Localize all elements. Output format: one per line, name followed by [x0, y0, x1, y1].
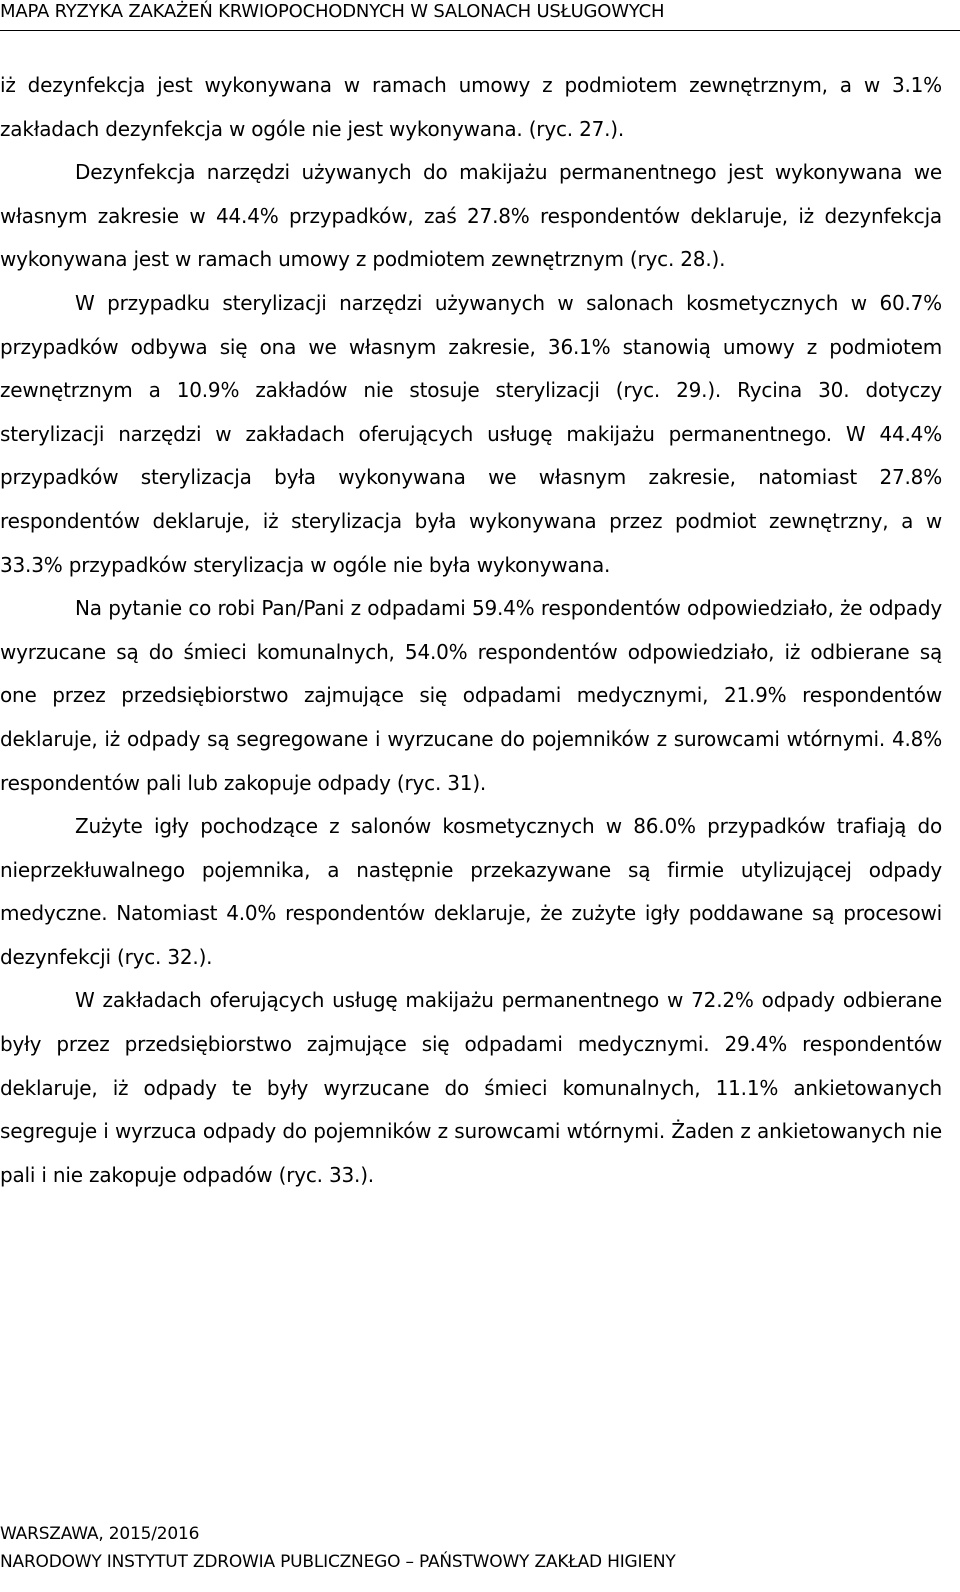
- header-rule: [0, 30, 960, 31]
- document-body: [0, 64, 942, 1197]
- paragraph-disinfection-contract-continued: iż dezynfekcja jest wykonywana w ramach umowy z podmiotem zewnętrznym, a w 3.1% zakładach dezynfekcja w ogóle nie jest wykonywana. (ryc. 27.).: [0, 73, 942, 141]
- running-header: MAPA RYZYKA ZAKAŻEŃ KRWIOPOCHODNYCH W SALONACH USŁUGOWYCH: [0, 1, 665, 22]
- running-footer: [0, 1520, 960, 1576]
- paragraph-used-needles: Zużyte igły pochodzące z salonów kosmetycznych w 86.0% przypadków trafiają do nieprzekłuwalnego pojemnika, a następnie przekazywane są firmie utylizującej odpady medyczne. Natomiast 4.0% respondentów deklaruje, że zużyte igły poddawane są procesowi dezynfekcji (ryc. 32.).: [0, 814, 942, 969]
- paragraph-sterilization: W przypadku sterylizacji narzędzi używanych w salonach kosmetycznych w 60.7% przypadków odbywa się ona we własnym zakresie, 36.1% stanowią umowy z podmiotem zewnętrznym a 10.9% zakładów nie stosuje sterylizacji (ryc. 29.). Rycina 30. dotyczy sterylizacji narzędzi w zakładach oferujących usługę makijażu permanentnego. W 44.4% przypadków sterylizacja była wykonywana we własnym zakresie, natomiast 27.8% respondentów deklaruje, iż sterylizacja była wykonywana przez podmiot zewnętrzny, a w 33.3% przypadków sterylizacja w ogóle nie była wykonywana.: [0, 290, 942, 577]
- paragraph-disinfection-permanent-makeup: Dezynfekcja narzędzi używanych do makijażu permanentnego jest wykonywana we własnym zakresie w 44.4% przypadków, zaś 27.8% respondentów deklaruje, iż dezynfekcja wykonywana jest w ramach umowy z podmiotem zewnętrznym (ryc. 28.).: [0, 160, 942, 272]
- paragraph-waste-permanent-makeup: W zakładach oferujących usługę makijażu permanentnego w 72.2% odpady odbierane były przez przedsiębiorstwo zajmujące się odpadami medycznymi. 29.4% respondentów deklaruje, iż odpady te były wyrzucane do śmieci komunalnych, 11.1% ankietowanych segreguje i wyrzuca odpady do pojemników z surowcami wtórnymi. Żaden z ankietowanych nie pali i nie zakopuje odpadów (ryc. 33.).: [0, 988, 942, 1187]
- paragraph-waste-handling: Na pytanie co robi Pan/Pani z odpadami 59.4% respondentów odpowiedziało, że odpady wyrzucane są do śmieci komunalnych, 54.0% respondentów odpowiedziało, iż odbierane są one przez przedsiębiorstwo zajmujące się odpadami medycznymi, 21.9% respondentów deklaruje, iż odpady są segregowane i wyrzucane do pojemników z surowcami wtórnymi. 4.8% respondentów pali lub zakopuje odpady (ryc. 31).: [0, 596, 942, 795]
- footer-location-year: WARSZAWA, 2015/2016: [0, 1524, 200, 1544]
- footer-institution: NARODOWY INSTYTUT ZDROWIA PUBLICZNEGO – PAŃSTWOWY ZAKŁAD HIGIENY: [0, 1552, 676, 1572]
